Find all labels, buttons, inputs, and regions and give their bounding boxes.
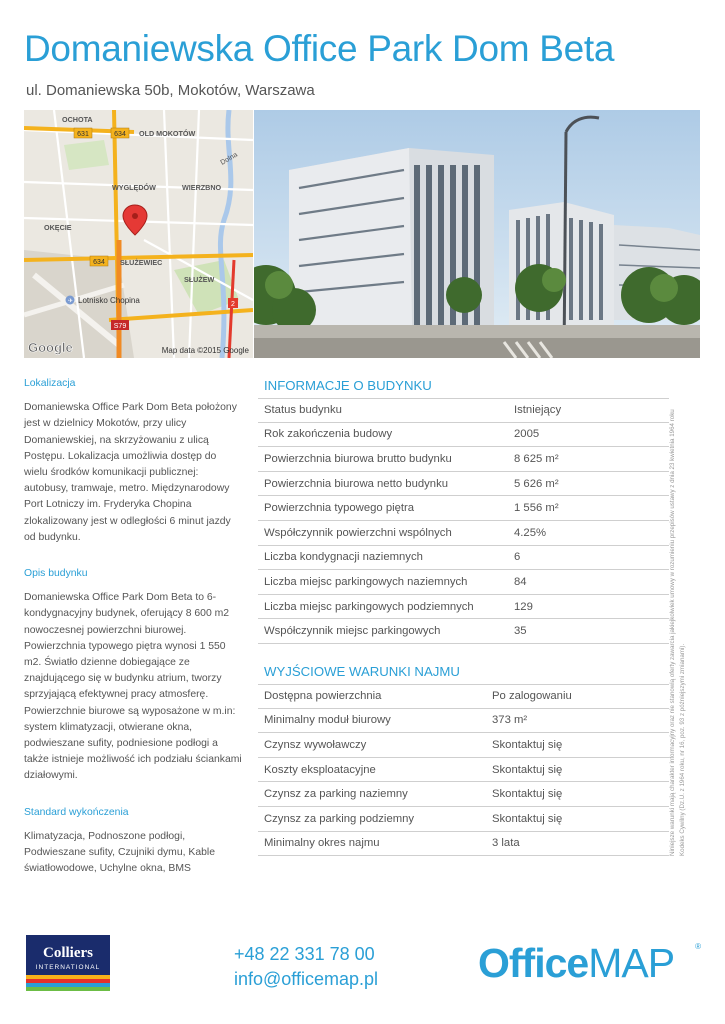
email-link[interactable]: info@officemap.pl — [234, 969, 379, 989]
location-map[interactable] — [24, 110, 253, 358]
page-title: Domaniewska Office Park Dom Beta — [24, 28, 615, 69]
road-s79-label: S79 — [113, 323, 127, 330]
table-row — [258, 570, 669, 595]
colliers-sub: INTERNATIONAL — [35, 964, 101, 971]
row-label: Powierzchnia biurowa netto budynku — [264, 477, 448, 490]
row-value: Skontaktuj się — [492, 763, 563, 776]
location-text: Domaniewska Office Park Dom Beta położony jest w dzielnicy Mokotów, przy ulicy Domaniewskiej, na skrzyżowaniu z ulicą Postępu. Lokalizacja umożliwia dostęp do wielu środków komunikacji publicznej: autobusy, tramwaje, metro. Międzynarodowy Port Lotniczy im. Fryderyka Chopina zlokalizowany jest w odległości 6 minut jazdy od budynku. — [24, 402, 237, 543]
row-label: Liczba miejsc parkingowych podziemnych — [264, 600, 474, 613]
row-label: Minimalny moduł biurowy — [264, 714, 391, 727]
table-row — [258, 546, 669, 571]
row-label: Powierzchnia typowego piętra — [264, 502, 415, 515]
map-label-wierzbno: WIERZBNO — [182, 183, 222, 192]
row-value: 6 — [514, 551, 521, 564]
colliers-name: Colliers — [43, 945, 93, 961]
table-row — [258, 447, 669, 472]
road-634-mid-label: 634 — [93, 259, 105, 266]
row-label: Powierzchnia biurowa brutto budynku — [264, 452, 452, 465]
finish-standard-text: Klimatyzacja, Podnoszone podłogi, Podwieszane sufity, Czujniki dymu, Kable światłowodowe, Uchylne okna, BMS — [24, 830, 215, 875]
row-value: Skontaktuj się — [492, 738, 563, 751]
row-label: Liczba kondygnacji naziemnych — [264, 551, 423, 564]
table-row — [258, 832, 669, 857]
location-heading: Lokalizacja — [24, 378, 76, 389]
building-info-table — [258, 398, 669, 644]
table-row — [258, 782, 669, 807]
row-value: Skontaktuj się — [492, 788, 563, 801]
row-value: 35 — [514, 625, 527, 638]
map-label-sluzew: SŁUŻEW — [184, 275, 215, 284]
table-row — [258, 758, 669, 783]
row-value: 2005 — [514, 428, 540, 441]
table-row — [258, 619, 669, 644]
map-label-okecie: OKĘCIE — [44, 223, 72, 232]
google-logo: Google — [28, 340, 73, 355]
row-label: Koszty eksploatacyjne — [264, 763, 376, 776]
logo-office: Office — [478, 940, 589, 986]
description-column — [24, 376, 242, 897]
lease-terms-table — [258, 684, 669, 856]
building-description-text: Domaniewska Office Park Dom Beta to 6-kondygnacyjny budynek, oferujący 8 600 m2 nowoczesnej powierzchni biurowej. Powierzchnia typowego piętra wynosi 1 550 m2. Światło dzienne dobiegające ze znajdującego się w budynku atrium, tworzy sprzyjającą efektywnej pracy atmosferę. Powierzchnie biurowe są wyposażone w m.in: system klimatyzacji, otwierane okna, podwieszane sufity, podniesione podłogi a także istnieje możliwość ich podziału ściankami działowymi. — [24, 592, 242, 782]
road-631-label: 631 — [77, 131, 89, 138]
table-row — [258, 398, 669, 423]
map-label-old-mokotow: OLD MOKOTÓW — [139, 129, 196, 138]
row-value: Po zalogowaniu — [492, 690, 572, 703]
table-row — [258, 521, 669, 546]
row-value: 5 626 m² — [514, 477, 559, 490]
table-row — [258, 472, 669, 497]
building-photo — [254, 110, 700, 358]
map-label-wygledow: WYGLĘDÓW — [112, 183, 156, 192]
table-row — [258, 733, 669, 758]
building-address: ul. Domaniewska 50b, Mokotów, Warszawa — [26, 82, 315, 99]
row-value: 84 — [514, 575, 527, 588]
row-label: Czynsz za parking podziemny — [264, 812, 415, 825]
row-value: 373 m² — [492, 714, 528, 727]
row-value: 4.25% — [514, 526, 547, 539]
map-data-credit: Map data ©2015 Google — [161, 346, 249, 355]
legal-disclaimer — [668, 404, 706, 856]
row-label: Dostępna powierzchnia — [264, 690, 382, 703]
road-634-top-label: 634 — [114, 131, 126, 138]
row-label: Czynsz wywoławczy — [264, 738, 367, 751]
finish-standard-heading: Standard wykończenia — [24, 806, 129, 818]
row-value: Istniejący — [514, 404, 562, 417]
row-value: Skontaktuj się — [492, 812, 563, 825]
row-value: 3 lata — [492, 837, 520, 850]
building-info-heading: INFORMACJE O BUDYNKU — [264, 378, 432, 393]
row-label: Liczba miejsc parkingowych naziemnych — [264, 575, 468, 588]
logo-map: MAP — [588, 940, 675, 986]
row-value: 1 556 m² — [514, 502, 559, 515]
map-label-sluzewiec: SŁUŻEWIEC — [120, 258, 163, 267]
row-label: Współczynnik powierzchni wspólnych — [264, 526, 452, 539]
phone-link[interactable]: +48 22 331 78 00 — [234, 944, 375, 964]
row-value: 8 625 m² — [514, 452, 559, 465]
table-row — [258, 496, 669, 521]
row-label: Status budynku — [264, 404, 342, 417]
table-row — [258, 709, 669, 734]
registered-mark: ® — [695, 942, 701, 951]
map-label-dolna: Dolna — [219, 151, 239, 167]
road-2-label: 2 — [231, 301, 235, 308]
map-label-airport: Lotnisko Chopina — [78, 296, 140, 305]
airport-icon: ✈ — [68, 298, 74, 305]
row-value: 129 — [514, 600, 533, 613]
table-row — [258, 684, 669, 709]
row-label: Czynsz za parking naziemny — [264, 788, 408, 801]
lease-terms-heading: WYJŚCIOWE WARUNKI NAJMU — [264, 663, 460, 679]
row-label: Rok zakończenia budowy — [264, 428, 393, 441]
building-description-heading: Opis budynku — [24, 568, 88, 580]
disclaimer-text: Niniejsze warunki mają charakter informacyjny oraz nie stanowią oferty zawarcia jakiejkolwiek umowy w rozumieniu przepisów ustawy z dnia 23 kwietnia 1964 roku Kodeks Cywilny (Dz.U. z 1964 roku, nr 16, poz. 93 z późniejszymi zmianami). — [669, 409, 686, 856]
row-label: Współczynnik miejsc parkingowych — [264, 625, 441, 638]
specs-column — [258, 376, 669, 856]
officemap-logo[interactable] — [478, 936, 703, 992]
table-row — [258, 423, 669, 448]
table-row — [258, 595, 669, 620]
table-row — [258, 807, 669, 832]
colliers-logo[interactable] — [26, 935, 110, 991]
row-label: Minimalny okres najmu — [264, 837, 380, 850]
contact-block — [234, 942, 378, 992]
map-label-ochota: OCHOTA — [62, 115, 93, 124]
